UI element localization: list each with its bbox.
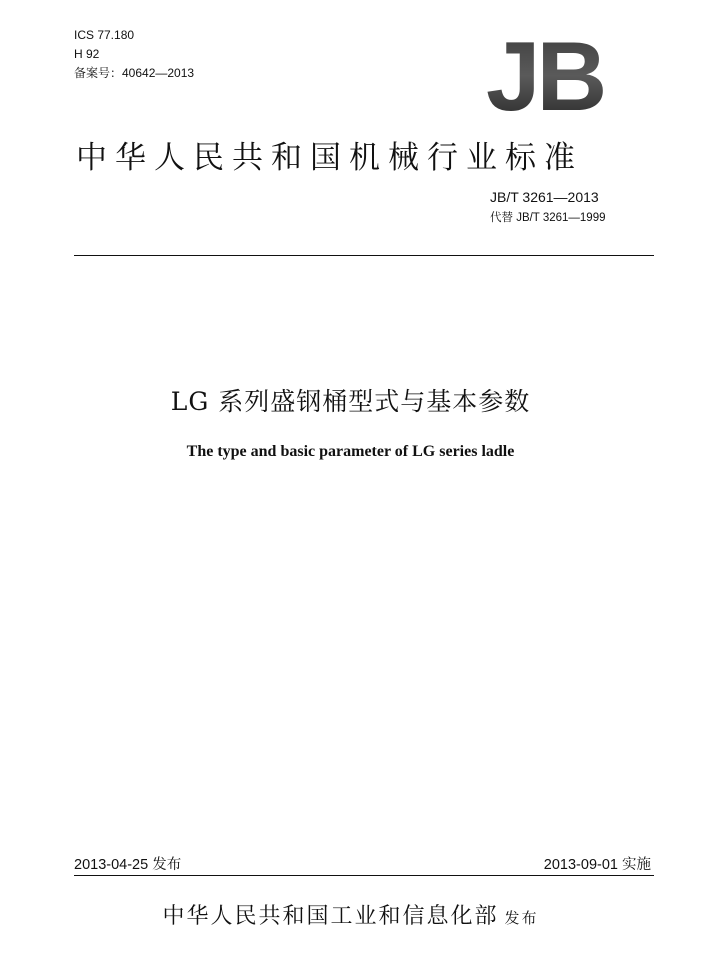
classification-block bbox=[74, 26, 194, 83]
replaces-standard: 代替 JB/T 3261—1999 bbox=[490, 212, 606, 224]
jb-logo bbox=[484, 34, 624, 114]
implementation-date: 2013-09-01 实施 bbox=[543, 857, 651, 873]
ccs-code: H 92 bbox=[74, 47, 100, 61]
filing-number: 备案号：40642—2013 bbox=[74, 66, 195, 80]
header-divider bbox=[74, 255, 654, 256]
document-title-chinese: LG 系列盛钢桶型式与基本参数 bbox=[170, 387, 531, 416]
footer-divider bbox=[74, 875, 654, 876]
issuer-organization: 中华人民共和国工业和信息化部 bbox=[162, 904, 499, 929]
standard-type-title: 中华人民共和国机械行业标准 bbox=[76, 140, 583, 176]
issue-date: 2013-04-25 发布 bbox=[74, 857, 182, 873]
document-title-english: The type and basic parameter of LG series ladle bbox=[186, 443, 515, 460]
ics-code: ICS 77.180 bbox=[74, 28, 135, 42]
issuer-action: 发布 bbox=[504, 909, 539, 927]
standard-number: JB/T 3261—2013 bbox=[490, 189, 599, 205]
issuer-line bbox=[0, 899, 701, 930]
logo-text: JB bbox=[486, 34, 604, 114]
